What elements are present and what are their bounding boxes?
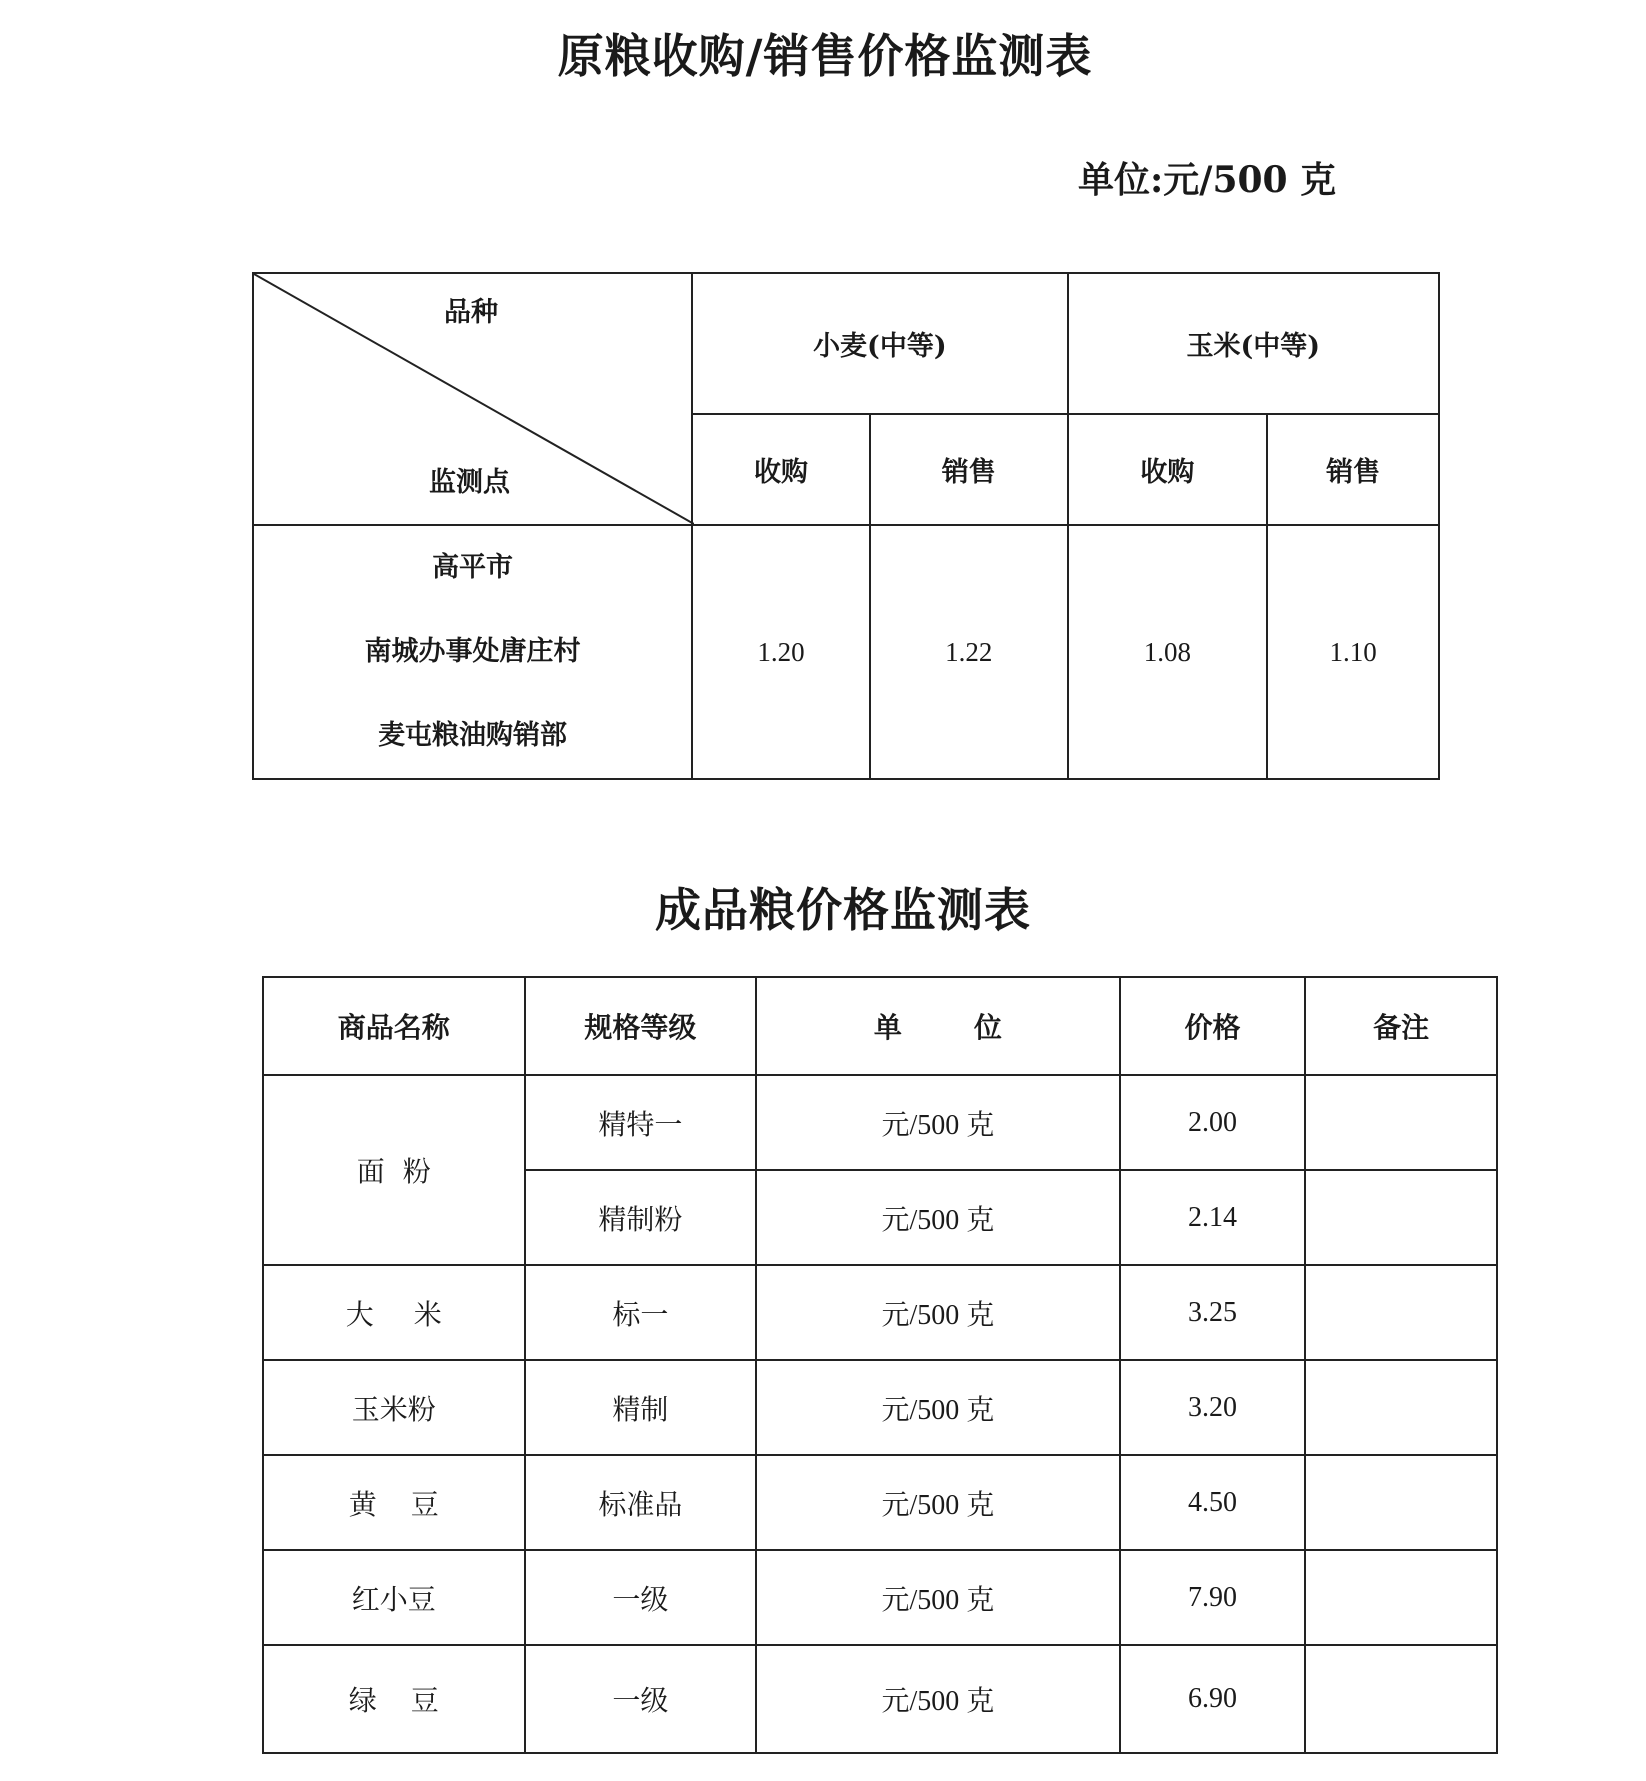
table-row [263, 1265, 1497, 1360]
product-name: 面粉 [263, 1075, 525, 1265]
unit: 元/500 克 [756, 1265, 1120, 1360]
table-row [263, 1455, 1497, 1550]
table-row [263, 1360, 1497, 1455]
grade: 精制粉 [525, 1170, 757, 1265]
site-city: 高平市 [432, 552, 514, 583]
monitoring-site-cell [253, 525, 692, 779]
wheat-sale-header: 销售 [870, 414, 1068, 525]
wheat-purchase-price: 1.20 [692, 525, 870, 779]
table-row [263, 1550, 1497, 1645]
raw-grain-table [252, 272, 1440, 780]
wheat-purchase-header: 收购 [692, 414, 870, 525]
product-name: 红小豆 [263, 1550, 525, 1645]
price: 4.50 [1120, 1455, 1306, 1550]
site-store: 麦屯粮油购销部 [378, 720, 568, 751]
finished-grain-table [262, 976, 1498, 1754]
unit: 元/500 克 [756, 1170, 1120, 1265]
product-name: 大米 [263, 1265, 525, 1360]
wheat-header: 小麦(中等) [692, 273, 1067, 414]
note [1305, 1550, 1497, 1645]
grade: 标准品 [525, 1455, 757, 1550]
corn-purchase-header: 收购 [1068, 414, 1268, 525]
corn-sale-header: 销售 [1267, 414, 1439, 525]
finished-table-title: 成品粮价格监测表 [655, 883, 1031, 937]
table-row [263, 1645, 1497, 1753]
product-name: 黄豆 [263, 1455, 525, 1550]
unit: 元/500 克 [756, 1645, 1120, 1753]
header-grade: 规格等级 [525, 977, 757, 1075]
diagonal-header-cell [253, 273, 692, 525]
header-product-name: 商品名称 [263, 977, 525, 1075]
price: 3.20 [1120, 1360, 1306, 1455]
price: 2.14 [1120, 1170, 1306, 1265]
product-name: 玉米粉 [263, 1360, 525, 1455]
price: 3.25 [1120, 1265, 1306, 1360]
unit: 元/500 克 [756, 1550, 1120, 1645]
table-row [263, 1075, 1497, 1170]
price: 2.00 [1120, 1075, 1306, 1170]
note [1305, 1075, 1497, 1170]
note [1305, 1645, 1497, 1753]
unit-note: 单位:元/500 克 [1078, 159, 1337, 201]
note [1305, 1360, 1497, 1455]
grade: 一级 [525, 1645, 757, 1753]
grade: 一级 [525, 1550, 757, 1645]
unit: 元/500 克 [756, 1360, 1120, 1455]
price: 6.90 [1120, 1645, 1306, 1753]
grade: 标一 [525, 1265, 757, 1360]
corn-header: 玉米(中等) [1068, 273, 1439, 414]
price: 7.90 [1120, 1550, 1306, 1645]
note [1305, 1170, 1497, 1265]
grade: 精制 [525, 1360, 757, 1455]
purchase-table-title: 原粮收购/销售价格监测表 [557, 29, 1093, 83]
grade: 精特一 [525, 1075, 757, 1170]
variety-label: 品种 [444, 297, 498, 328]
monitoring-site-label: 监测点 [429, 467, 510, 498]
unit: 元/500 克 [756, 1075, 1120, 1170]
wheat-sale-price: 1.22 [870, 525, 1068, 779]
corn-sale-price: 1.10 [1267, 525, 1439, 779]
product-name: 绿豆 [263, 1645, 525, 1753]
note [1305, 1265, 1497, 1360]
corn-purchase-price: 1.08 [1068, 525, 1268, 779]
header-price: 价格 [1120, 977, 1306, 1075]
unit: 元/500 克 [756, 1455, 1120, 1550]
header-note: 备注 [1305, 977, 1497, 1075]
note [1305, 1455, 1497, 1550]
site-village: 南城办事处唐庄村 [364, 636, 581, 667]
header-unit: 单位 [756, 977, 1120, 1075]
